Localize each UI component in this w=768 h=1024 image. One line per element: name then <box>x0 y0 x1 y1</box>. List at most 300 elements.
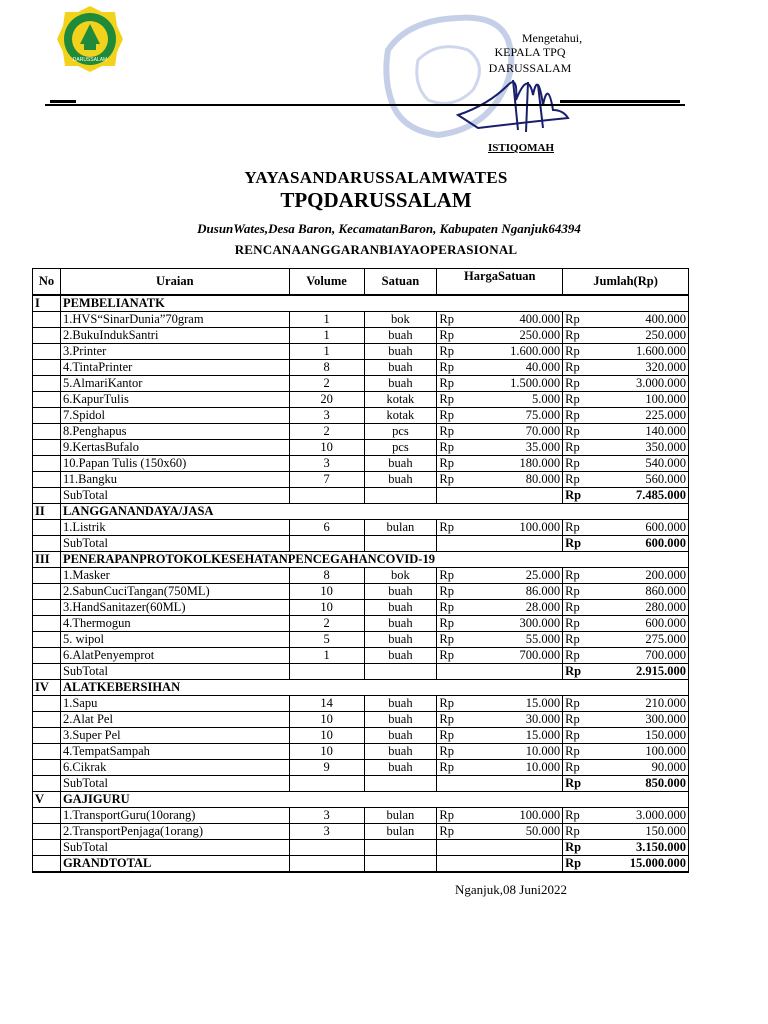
item-price: 1.500.000 <box>463 376 563 392</box>
table-row <box>33 744 689 760</box>
item-price: 400.000 <box>463 312 563 328</box>
table-row <box>33 760 689 776</box>
empty-cell <box>289 856 364 873</box>
empty-cell <box>437 856 563 873</box>
header-rule <box>45 104 685 106</box>
item-total: 600.000 <box>589 616 689 632</box>
item-name: 9.KertasBufalo <box>60 440 289 456</box>
section-title: LANGGANANDAYA/JASA <box>60 504 688 520</box>
item-total: 200.000 <box>589 568 689 584</box>
currency-label: Rp <box>437 344 463 360</box>
item-volume: 7 <box>289 472 364 488</box>
section-row <box>33 504 689 520</box>
item-unit: buah <box>364 648 437 664</box>
empty-cell <box>33 520 61 536</box>
empty-cell <box>364 488 437 504</box>
item-total: 1.600.000 <box>589 344 689 360</box>
subtotal-value: 2.915.000 <box>589 664 689 680</box>
item-volume: 10 <box>289 440 364 456</box>
item-total: 140.000 <box>589 424 689 440</box>
table-row <box>33 632 689 648</box>
item-total: 150.000 <box>589 728 689 744</box>
subtotal-value: 850.000 <box>589 776 689 792</box>
empty-cell <box>33 424 61 440</box>
empty-cell <box>364 856 437 873</box>
item-price: 250.000 <box>463 328 563 344</box>
item-volume: 3 <box>289 408 364 424</box>
item-name: 2.TransportPenjaga(1orang) <box>60 824 289 840</box>
currency-label: Rp <box>563 312 589 328</box>
subtotal-label: SubTotal <box>60 536 289 552</box>
empty-cell <box>33 600 61 616</box>
currency-label: Rp <box>563 696 589 712</box>
item-volume: 2 <box>289 376 364 392</box>
section-row <box>33 552 689 568</box>
item-name: 6.KapurTulis <box>60 392 289 408</box>
item-unit: buah <box>364 712 437 728</box>
tpq-logo <box>55 4 125 74</box>
section-row <box>33 792 689 808</box>
item-price: 55.000 <box>463 632 563 648</box>
item-price: 35.000 <box>463 440 563 456</box>
currency-label: Rp <box>563 824 589 840</box>
currency-label: Rp <box>563 856 589 873</box>
item-unit: buah <box>364 328 437 344</box>
table-row <box>33 328 689 344</box>
empty-cell <box>33 456 61 472</box>
subtotal-row <box>33 840 689 856</box>
subtotal-label: SubTotal <box>60 664 289 680</box>
empty-cell <box>33 648 61 664</box>
empty-cell <box>437 536 563 552</box>
item-unit: buah <box>364 376 437 392</box>
section-number: I <box>33 295 61 312</box>
item-name: 2.BukuIndukSantri <box>60 328 289 344</box>
currency-label: Rp <box>563 632 589 648</box>
empty-cell <box>437 776 563 792</box>
item-price: 80.000 <box>463 472 563 488</box>
currency-label: Rp <box>563 600 589 616</box>
item-name: 3.Super Pel <box>60 728 289 744</box>
currency-label: Rp <box>563 472 589 488</box>
school-name: TPQDARUSSALAM <box>280 188 472 212</box>
item-unit: buah <box>364 616 437 632</box>
item-total: 225.000 <box>589 408 689 424</box>
section-title: PEMBELIANATK <box>60 295 688 312</box>
item-total: 100.000 <box>589 744 689 760</box>
item-volume: 3 <box>289 808 364 824</box>
empty-cell <box>33 408 61 424</box>
empty-cell <box>33 328 61 344</box>
item-volume: 1 <box>289 344 364 360</box>
item-unit: buah <box>364 584 437 600</box>
item-unit: buah <box>364 600 437 616</box>
item-total: 400.000 <box>589 312 689 328</box>
item-volume: 10 <box>289 712 364 728</box>
currency-label: Rp <box>437 648 463 664</box>
empty-cell <box>33 360 61 376</box>
item-volume: 10 <box>289 728 364 744</box>
item-price: 300.000 <box>463 616 563 632</box>
item-price: 100.000 <box>463 808 563 824</box>
subtotal-row <box>33 664 689 680</box>
currency-label: Rp <box>563 712 589 728</box>
currency-label: Rp <box>563 648 589 664</box>
item-unit: buah <box>364 360 437 376</box>
table-row <box>33 312 689 328</box>
empty-cell <box>33 488 61 504</box>
col-uraian: Uraian <box>60 269 289 296</box>
currency-label: Rp <box>563 840 589 856</box>
table-row <box>33 808 689 824</box>
currency-label: Rp <box>563 568 589 584</box>
table-row <box>33 568 689 584</box>
item-total: 250.000 <box>589 328 689 344</box>
item-price: 28.000 <box>463 600 563 616</box>
currency-label: Rp <box>563 664 589 680</box>
item-volume: 1 <box>289 648 364 664</box>
item-volume: 3 <box>289 824 364 840</box>
item-unit: buah <box>364 344 437 360</box>
item-name: 1.HVS“SinarDunia”70gram <box>60 312 289 328</box>
empty-cell <box>33 536 61 552</box>
table-row <box>33 472 689 488</box>
empty-cell <box>33 440 61 456</box>
empty-cell <box>33 728 61 744</box>
grand-total-value: 15.000.000 <box>589 856 689 873</box>
item-volume: 8 <box>289 360 364 376</box>
currency-label: Rp <box>437 632 463 648</box>
currency-label: Rp <box>563 456 589 472</box>
currency-label: Rp <box>437 328 463 344</box>
acknowledge-line-1: Mengetahui, <box>521 31 583 45</box>
item-total: 280.000 <box>589 600 689 616</box>
currency-label: Rp <box>563 328 589 344</box>
item-volume: 1 <box>289 328 364 344</box>
table-row <box>33 824 689 840</box>
subtotal-value: 600.000 <box>589 536 689 552</box>
empty-cell <box>33 312 61 328</box>
subtotal-row <box>33 536 689 552</box>
date-line: Nganjuk,08 Juni2022 <box>455 882 567 897</box>
item-price: 30.000 <box>463 712 563 728</box>
item-name: 7.Spidol <box>60 408 289 424</box>
empty-cell <box>33 824 61 840</box>
table-row <box>33 392 689 408</box>
item-name: 5.AlmariKantor <box>60 376 289 392</box>
item-unit: bok <box>364 568 437 584</box>
table-row <box>33 728 689 744</box>
item-name: 1.Masker <box>60 568 289 584</box>
currency-label: Rp <box>437 456 463 472</box>
item-name: 8.Penghapus <box>60 424 289 440</box>
item-price: 40.000 <box>463 360 563 376</box>
item-total: 3.000.000 <box>589 808 689 824</box>
currency-label: Rp <box>437 728 463 744</box>
empty-cell <box>289 664 364 680</box>
empty-cell <box>33 664 61 680</box>
currency-label: Rp <box>563 392 589 408</box>
grand-total-label: GRANDTOTAL <box>60 856 289 873</box>
item-volume: 3 <box>289 456 364 472</box>
item-name: 4.TintaPrinter <box>60 360 289 376</box>
table-row <box>33 360 689 376</box>
currency-label: Rp <box>563 760 589 776</box>
currency-label: Rp <box>437 408 463 424</box>
subtotal-label: SubTotal <box>60 840 289 856</box>
table-row <box>33 440 689 456</box>
item-price: 15.000 <box>463 696 563 712</box>
item-price: 75.000 <box>463 408 563 424</box>
org-name: YAYASANDARUSSALAMWATES <box>244 168 508 187</box>
currency-label: Rp <box>563 376 589 392</box>
item-unit: pcs <box>364 440 437 456</box>
item-volume: 10 <box>289 584 364 600</box>
empty-cell <box>289 488 364 504</box>
item-volume: 5 <box>289 632 364 648</box>
currency-label: Rp <box>563 808 589 824</box>
section-title: GAJIGURU <box>60 792 688 808</box>
item-name: 2.Alat Pel <box>60 712 289 728</box>
currency-label: Rp <box>563 776 589 792</box>
table-row <box>33 424 689 440</box>
empty-cell <box>364 776 437 792</box>
currency-label: Rp <box>437 568 463 584</box>
empty-cell <box>437 664 563 680</box>
section-number: IV <box>33 680 61 696</box>
item-total: 150.000 <box>589 824 689 840</box>
item-volume: 20 <box>289 392 364 408</box>
item-name: 4.TempatSampah <box>60 744 289 760</box>
currency-label: Rp <box>437 616 463 632</box>
item-price: 86.000 <box>463 584 563 600</box>
subtotal-value: 7.485.000 <box>589 488 689 504</box>
item-unit: bok <box>364 312 437 328</box>
currency-label: Rp <box>563 408 589 424</box>
item-name: 2.SabunCuciTangan(750ML) <box>60 584 289 600</box>
table-body <box>33 295 689 872</box>
item-name: 1.Sapu <box>60 696 289 712</box>
empty-cell <box>33 840 61 856</box>
currency-label: Rp <box>437 424 463 440</box>
acknowledge-line-3: DARUSSALAM <box>488 61 572 75</box>
subtotal-value: 3.150.000 <box>589 840 689 856</box>
item-price: 10.000 <box>463 744 563 760</box>
currency-label: Rp <box>563 584 589 600</box>
item-name: 3.Printer <box>60 344 289 360</box>
item-price: 5.000 <box>463 392 563 408</box>
item-name: 10.Papan Tulis (150x60) <box>60 456 289 472</box>
empty-cell <box>289 776 364 792</box>
item-name: 1.TransportGuru(10orang) <box>60 808 289 824</box>
item-volume: 9 <box>289 760 364 776</box>
item-total: 600.000 <box>589 520 689 536</box>
item-total: 320.000 <box>589 360 689 376</box>
currency-label: Rp <box>563 520 589 536</box>
currency-label: Rp <box>437 392 463 408</box>
currency-label: Rp <box>437 520 463 536</box>
table-row <box>33 600 689 616</box>
item-price: 180.000 <box>463 456 563 472</box>
item-price: 10.000 <box>463 760 563 776</box>
item-unit: buah <box>364 472 437 488</box>
item-price: 700.000 <box>463 648 563 664</box>
empty-cell <box>364 840 437 856</box>
item-price: 25.000 <box>463 568 563 584</box>
item-total: 275.000 <box>589 632 689 648</box>
empty-cell <box>33 744 61 760</box>
item-volume: 10 <box>289 744 364 760</box>
table-row <box>33 408 689 424</box>
table-row <box>33 696 689 712</box>
item-name: 3.HandSanitazer(60ML) <box>60 600 289 616</box>
col-no: No <box>33 269 61 296</box>
budget-table <box>32 268 689 873</box>
item-total: 3.000.000 <box>589 376 689 392</box>
empty-cell <box>33 632 61 648</box>
item-price: 70.000 <box>463 424 563 440</box>
empty-cell <box>364 536 437 552</box>
document-title: RENCANAANGGARANBIAYAOPERASIONAL <box>234 242 518 257</box>
item-price: 50.000 <box>463 824 563 840</box>
item-total: 540.000 <box>589 456 689 472</box>
empty-cell <box>33 856 61 873</box>
item-name: 1.Listrik <box>60 520 289 536</box>
subtotal-row <box>33 776 689 792</box>
item-total: 560.000 <box>589 472 689 488</box>
currency-label: Rp <box>437 808 463 824</box>
empty-cell <box>33 392 61 408</box>
table-row <box>33 456 689 472</box>
currency-label: Rp <box>437 584 463 600</box>
col-harga: HargaSatuan <box>437 269 563 296</box>
item-total: 300.000 <box>589 712 689 728</box>
item-volume: 1 <box>289 312 364 328</box>
currency-label: Rp <box>563 488 589 504</box>
currency-label: Rp <box>437 760 463 776</box>
table-row <box>33 616 689 632</box>
item-volume: 2 <box>289 424 364 440</box>
currency-label: Rp <box>563 728 589 744</box>
empty-cell <box>33 584 61 600</box>
currency-label: Rp <box>437 312 463 328</box>
item-name: 5. wipol <box>60 632 289 648</box>
item-volume: 6 <box>289 520 364 536</box>
currency-label: Rp <box>437 744 463 760</box>
empty-cell <box>437 488 563 504</box>
empty-cell <box>33 616 61 632</box>
item-unit: buah <box>364 744 437 760</box>
empty-cell <box>33 472 61 488</box>
item-total: 860.000 <box>589 584 689 600</box>
item-unit: pcs <box>364 424 437 440</box>
currency-label: Rp <box>563 440 589 456</box>
subtotal-label: SubTotal <box>60 776 289 792</box>
currency-label: Rp <box>437 376 463 392</box>
item-unit: kotak <box>364 408 437 424</box>
grand-total-row <box>33 856 689 873</box>
col-jumlah: Jumlah(Rp) <box>563 269 689 296</box>
currency-label: Rp <box>437 600 463 616</box>
item-unit: buah <box>364 632 437 648</box>
section-number: V <box>33 792 61 808</box>
subtotal-label: SubTotal <box>60 488 289 504</box>
table-row <box>33 648 689 664</box>
empty-cell <box>33 712 61 728</box>
item-volume: 10 <box>289 600 364 616</box>
section-number: III <box>33 552 61 568</box>
currency-label: Rp <box>563 424 589 440</box>
table-row <box>33 376 689 392</box>
item-name: 11.Bangku <box>60 472 289 488</box>
item-total: 100.000 <box>589 392 689 408</box>
currency-label: Rp <box>437 696 463 712</box>
currency-label: Rp <box>437 824 463 840</box>
table-row <box>33 712 689 728</box>
item-volume: 8 <box>289 568 364 584</box>
item-name: 4.Thermogun <box>60 616 289 632</box>
empty-cell <box>437 840 563 856</box>
empty-cell <box>33 760 61 776</box>
col-volume: Volume <box>289 269 364 296</box>
item-volume: 2 <box>289 616 364 632</box>
header-rule-right <box>560 100 680 103</box>
item-unit: bulan <box>364 808 437 824</box>
empty-cell <box>33 376 61 392</box>
currency-label: Rp <box>563 536 589 552</box>
section-row <box>33 295 689 312</box>
item-unit: bulan <box>364 824 437 840</box>
empty-cell <box>33 808 61 824</box>
currency-label: Rp <box>437 712 463 728</box>
item-unit: buah <box>364 456 437 472</box>
empty-cell <box>33 568 61 584</box>
empty-cell <box>33 344 61 360</box>
item-name: 6.AlatPenyemprot <box>60 648 289 664</box>
currency-label: Rp <box>563 744 589 760</box>
empty-cell <box>33 776 61 792</box>
section-title: ALATKEBERSIHAN <box>60 680 688 696</box>
item-unit: buah <box>364 760 437 776</box>
currency-label: Rp <box>437 360 463 376</box>
currency-label: Rp <box>437 440 463 456</box>
item-total: 210.000 <box>589 696 689 712</box>
signer-name: ISTIQOMAH <box>488 142 555 154</box>
item-total: 350.000 <box>589 440 689 456</box>
subtotal-row <box>33 488 689 504</box>
item-unit: bulan <box>364 520 437 536</box>
item-price: 1.600.000 <box>463 344 563 360</box>
header-rule-left <box>50 100 76 103</box>
item-price: 15.000 <box>463 728 563 744</box>
table-row <box>33 520 689 536</box>
section-row <box>33 680 689 696</box>
item-volume: 14 <box>289 696 364 712</box>
item-price: 100.000 <box>463 520 563 536</box>
section-number: II <box>33 504 61 520</box>
item-total: 90.000 <box>589 760 689 776</box>
empty-cell <box>364 664 437 680</box>
acknowledge-line-2: KEPALA TPQ <box>494 45 566 59</box>
item-total: 700.000 <box>589 648 689 664</box>
address: DusunWates,Desa Baron, KecamatanBaron, Kabupaten Nganjuk64394 <box>197 221 581 236</box>
empty-cell <box>33 696 61 712</box>
table-row <box>33 584 689 600</box>
currency-label: Rp <box>563 360 589 376</box>
section-title: PENERAPANPROTOKOLKESEHATANPENCEGAHANCOVID-19 <box>60 552 688 568</box>
currency-label: Rp <box>563 344 589 360</box>
item-unit: buah <box>364 696 437 712</box>
